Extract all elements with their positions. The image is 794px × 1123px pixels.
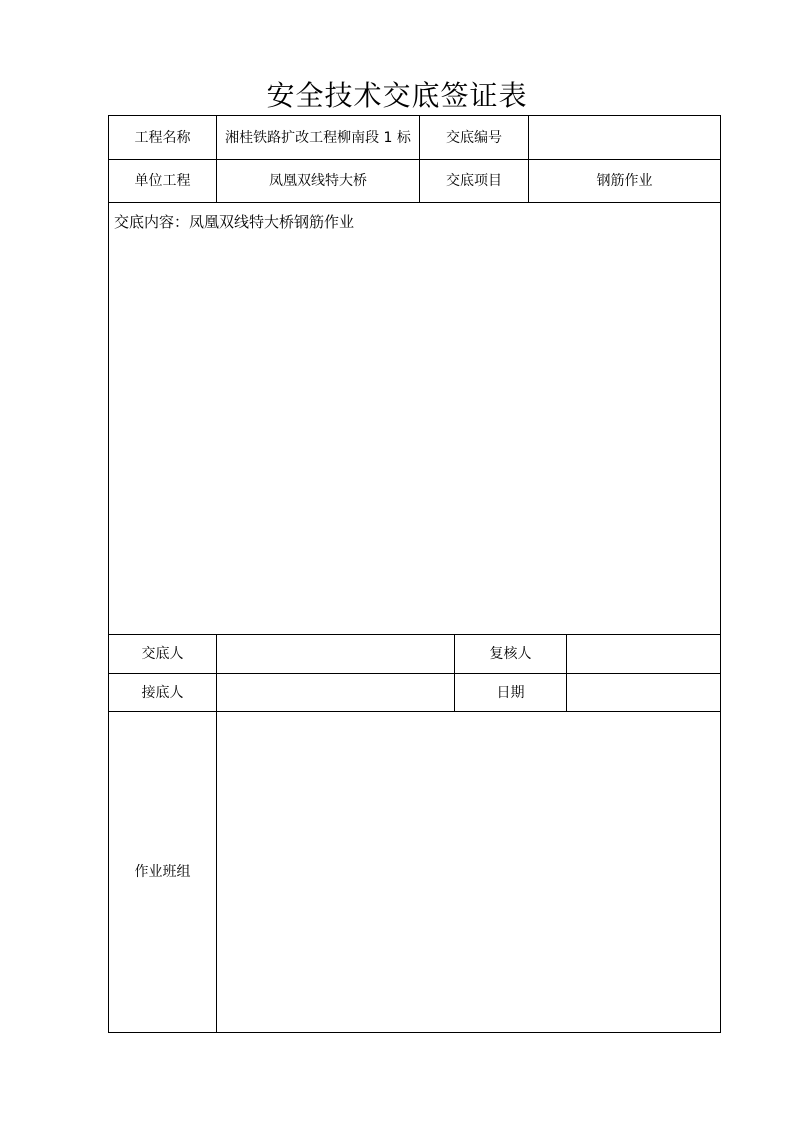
briefing-number-value[interactable] bbox=[528, 115, 721, 160]
date-label: 日期 bbox=[454, 673, 567, 712]
date-value[interactable] bbox=[566, 673, 721, 712]
briefing-number-label: 交底编号 bbox=[419, 115, 529, 160]
receiver-label: 接底人 bbox=[108, 673, 217, 712]
briefing-item-label: 交底项目 bbox=[419, 159, 529, 203]
briefing-content-text: 凤凰双线特大桥钢筋作业 bbox=[189, 213, 355, 231]
work-team-value[interactable] bbox=[216, 711, 721, 1033]
reviewer-label: 复核人 bbox=[454, 634, 567, 674]
briefing-content-label: 交底内容： bbox=[114, 213, 190, 231]
briefing-item-value[interactable]: 钢筋作业 bbox=[528, 159, 721, 203]
briefer-label: 交底人 bbox=[108, 634, 217, 674]
briefer-value[interactable] bbox=[216, 634, 455, 674]
unit-project-label: 单位工程 bbox=[108, 159, 217, 203]
project-name-label: 工程名称 bbox=[108, 115, 217, 160]
receiver-value[interactable] bbox=[216, 673, 455, 712]
page-title: 安全技术交底签证表 bbox=[266, 79, 528, 112]
unit-project-value[interactable]: 凤凰双线特大桥 bbox=[216, 159, 420, 203]
project-name-value[interactable]: 湘桂铁路扩改工程柳南段 1 标 bbox=[216, 115, 420, 160]
reviewer-value[interactable] bbox=[566, 634, 721, 674]
work-team-label: 作业班组 bbox=[108, 711, 217, 1033]
briefing-content-area[interactable] bbox=[108, 202, 721, 635]
